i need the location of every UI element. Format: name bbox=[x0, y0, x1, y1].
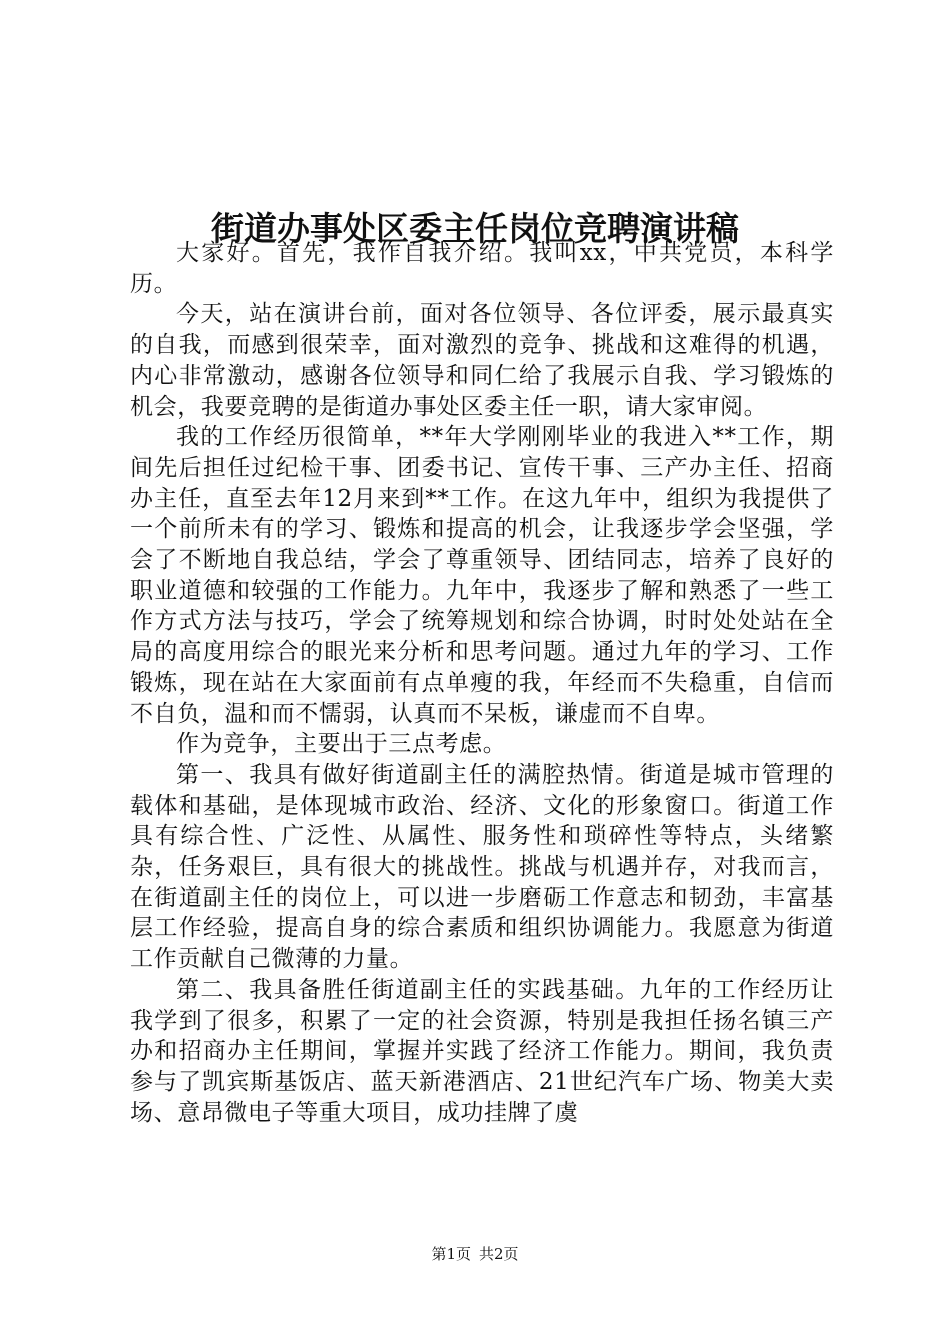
page-footer bbox=[0, 1244, 950, 1264]
paragraph-opening: 今天，站在演讲台前，面对各位领导、各位评委，展示最真实的自我，而感到很荣幸，面对激烈的竞争、挑战和这难得的机遇，内心非常激动，感谢各位领导和同仁给了我展示自我、学习锻炼的机会，我要竞聘的是街道办事处区委主任一职，请大家审阅。 bbox=[130, 301, 834, 420]
paragraph-work-experience: 我的工作经历很简单，**年大学刚刚毕业的我进入**工作，期间先后担任过纪检干事、团委书记、宣传干事、三产办主任、招商办主任，直至去年12月来到**工作。在这九年中，组织为我提供了一个前所未有的学习、锻炼和提高的机会，让我逐步学会坚强，学会了不断地自我总结，学会了尊重领导、团结同志，培养了良好的职业道德和较强的工作能力。九年中，我逐步了解和熟悉了一些工作方式方法与技巧，学会了统筹规划和综合协调，时时处处站在全局的高度用综合的眼光来分析和思考问题。通过九年的学习、工作锻炼，现在站在大家面前有点单瘦的我，年经而不失稳重，自信而不自负，温和而不懦弱，认真而不呆板，谦虚而不自卑。 bbox=[130, 424, 834, 727]
document-body bbox=[130, 238, 834, 1128]
page-number: 第1页 bbox=[431, 1245, 471, 1263]
paragraph-greeting: 大家好。首先，我作自我介绍。我叫xx，中共党员，本科学历。 bbox=[130, 240, 834, 297]
page-total: 共2页 bbox=[479, 1245, 519, 1263]
paragraph-reasons-intro: 作为竞争，主要出于三点考虑。 bbox=[176, 731, 507, 758]
paragraph-reason-one: 第一、我具有做好街道副主任的满腔热情。街道是城市管理的载体和基础，是体现城市政治、经济、文化的形象窗口。街道工作具有综合性、广泛性、从属性、服务性和琐碎性等特点，头绪繁杂，任务艰巨，具有很大的挑战性。挑战与机遇并存，对我而言，在街道副主任的岗位上，可以进一步磨砺工作意志和韧劲，丰富基层工作经验，提高自身的综合素质和组织协调能力。我愿意为街道工作贡献自己微薄的力量。 bbox=[130, 761, 834, 973]
document-title: 街道办事处区委主任岗位竞聘演讲稿 bbox=[211, 209, 739, 249]
paragraph-reason-two: 第二、我具备胜任街道副主任的实践基础。九年的工作经历让我学到了很多，积累了一定的社会资源，特别是我担任扬名镇三产办和招商办主任期间，掌握并实践了经济工作能力。期间，我负责参与了凯宾斯基饭店、蓝天新港酒店、21世纪汽车广场、物美大卖场、意昂微电子等重大项目，成功挂牌了虞 bbox=[130, 976, 834, 1126]
